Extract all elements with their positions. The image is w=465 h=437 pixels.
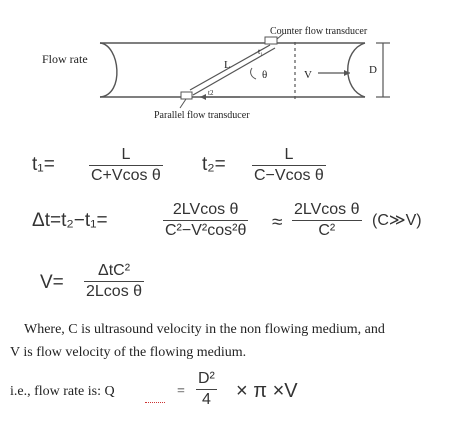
eq2-approx: ≈ [272,212,283,233]
eq2-condition: (C≫V) [372,212,422,229]
counter-flow-transducer [265,37,277,44]
label-D: D [369,64,377,76]
flow-rate-prefix-text: i.e., flow rate is: Q [10,384,115,399]
text-line1: Where, C is ultrasound velocity in the non flowing medium, and [24,322,385,337]
eq2-den1: C²−V²cos²θ [165,222,247,239]
eq1-num2: L [284,146,294,163]
label-L: L [224,59,231,71]
eq2-num1: 2LVcos θ [172,201,239,218]
label-counter-flow: Counter flow transducer [270,26,368,37]
eq3-num: ΔtC² [98,262,131,279]
pipe-right-end [348,43,365,97]
label-parallel-flow: Parallel flow transducer [154,110,250,121]
eq1-lhs2: t₂= [202,154,226,175]
flow-rate-prefix [10,384,115,400]
eq3-frac [84,261,144,302]
velocity-arrowhead [344,70,350,76]
label-flow-rate: Flow rate [42,52,88,66]
pipe-left-end [100,43,117,97]
flow-rate-frac [196,369,217,410]
flowmeter-diagram [0,0,465,130]
bottom-arrowhead [200,94,206,100]
eq1-frac2 [252,145,326,186]
flow-rate-subscript-scribble [145,397,165,403]
eq2-lhs: Δt=t₂−t₁= [32,210,108,231]
label-t2: t2 [208,89,214,97]
parallel-flow-transducer [181,92,192,99]
eq3-den: 2Lcos θ [86,283,143,300]
label-theta: θ [262,69,268,81]
flow-rate-den: 4 [201,391,211,408]
flow-rate-equals: = [177,384,185,399]
eq2-num2: 2LVcos θ [294,201,360,218]
eq1-frac1 [89,145,163,186]
text-line2: V is flow velocity of the flowing medium. [10,345,247,360]
angle-arc [251,68,256,79]
eq2-den2: C² [318,222,336,239]
eq2-frac1 [163,200,248,241]
flow-rate-rest: × π ×V [236,380,298,402]
eq1-den1: C+Vcos θ [91,167,161,184]
eq1-num1: L [121,146,131,163]
label-t1: t₁ [258,47,264,56]
eq1-lhs1: t₁= [32,154,55,175]
parallel-leader-line [180,99,186,108]
eq3-lhs: V= [40,272,64,293]
eq2-frac2 [292,200,362,241]
label-V: V [304,69,312,81]
flow-rate-num: D² [198,370,215,387]
eq1-den2: C−Vcos θ [254,167,324,184]
